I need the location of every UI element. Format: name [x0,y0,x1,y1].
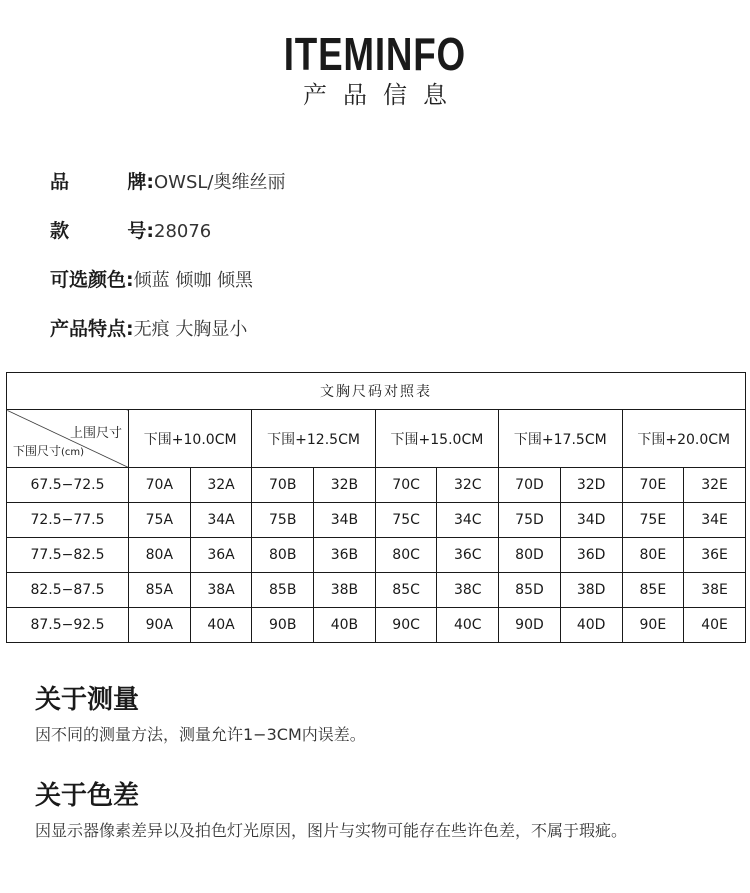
size-cell: 90C [375,608,437,643]
band-range-cell: 87.5−92.5 [7,608,129,643]
size-cell: 70B [252,468,314,503]
size-cell: 38D [560,573,622,608]
size-cell: 36E [684,538,746,573]
info-value: OWSL/奥维丝丽 [154,172,286,193]
table-row [7,468,746,503]
size-cell: 38E [684,573,746,608]
corner-top-label: 上围尺寸 [69,426,122,441]
size-cell: 36B [314,538,376,573]
corner-header-cell [7,410,129,468]
size-cell: 34C [437,503,499,538]
size-cell: 40D [560,608,622,643]
size-cell: 40C [437,608,499,643]
size-cell: 36C [437,538,499,573]
size-cell: 32B [314,468,376,503]
table-row [7,538,746,573]
column-header: 下围+10.0CM [129,410,252,468]
note-title: 关于测量 [35,685,140,715]
note-title: 关于色差 [35,781,140,811]
size-cell: 75C [375,503,437,538]
info-value: 无痕 大胸显小 [133,319,248,340]
size-cell: 75D [499,503,561,538]
size-cell: 34A [190,503,252,538]
note-color [35,780,627,842]
column-header: 下围+12.5CM [252,410,375,468]
corner-unit: (cm) [61,447,85,458]
size-cell: 32A [190,468,252,503]
size-cell: 80C [375,538,437,573]
size-cell: 38C [437,573,499,608]
note-text: 因显示器像素差异以及拍色灯光原因，图片与实物可能存在些许色差，不属于瑕疵。 [35,821,628,840]
size-cell: 32D [560,468,622,503]
band-range-cell: 72.5−77.5 [7,503,129,538]
size-cell: 32E [684,468,746,503]
column-header: 下围+20.0CM [622,410,745,468]
size-cell: 36D [560,538,622,573]
info-row [50,215,285,247]
size-cell: 90B [252,608,314,643]
size-cell: 80D [499,538,561,573]
size-cell: 70E [622,468,684,503]
size-cell: 40A [190,608,252,643]
size-cell: 40E [684,608,746,643]
size-cell: 36A [190,538,252,573]
size-cell: 34E [684,503,746,538]
info-value: 倾蓝 倾咖 倾黑 [133,270,254,291]
size-cell: 40B [314,608,376,643]
size-cell: 90A [129,608,191,643]
size-cell: 75B [252,503,314,538]
info-row [50,166,285,198]
note-measure [35,684,366,746]
info-label: 品 牌: [50,171,154,193]
band-range-cell: 82.5−87.5 [7,573,129,608]
size-cell: 38B [314,573,376,608]
size-cell: 85C [375,573,437,608]
size-chart-title: 文胸尺码对照表 [7,373,746,410]
size-cell: 80A [129,538,191,573]
size-cell: 90E [622,608,684,643]
info-label: 款 号: [50,220,154,242]
header-title-cn: 产品信息 [303,81,463,109]
corner-bottom-label: 下围尺寸(cm) [13,444,85,458]
header-title-en: ITEMINFO [283,28,467,80]
info-label: 产品特点: [50,318,134,340]
size-cell: 85E [622,573,684,608]
size-cell: 85D [499,573,561,608]
size-cell: 85B [252,573,314,608]
band-range-cell: 77.5−82.5 [7,538,129,573]
product-info [50,166,285,362]
band-range-cell: 67.5−72.5 [7,468,129,503]
size-cell: 70D [499,468,561,503]
table-row [7,503,746,538]
size-cell: 80B [252,538,314,573]
column-header: 下围+15.0CM [375,410,498,468]
info-label: 可选颜色: [50,269,134,291]
info-row [50,313,285,345]
table-row [7,573,746,608]
size-cell: 32C [437,468,499,503]
size-cell: 70A [129,468,191,503]
size-cell: 34B [314,503,376,538]
column-header: 下围+17.5CM [499,410,622,468]
note-text: 因不同的测量方法，测量允许1−3CM内误差。 [35,725,366,744]
size-cell: 75A [129,503,191,538]
size-cell: 80E [622,538,684,573]
size-cell: 34D [560,503,622,538]
table-row [7,608,746,643]
size-cell: 70C [375,468,437,503]
info-row [50,264,285,296]
size-cell: 90D [499,608,561,643]
size-cell: 75E [622,503,684,538]
size-chart-table [6,372,746,643]
size-cell: 38A [190,573,252,608]
brand-header [0,30,750,110]
info-value: 28076 [154,221,212,242]
size-cell: 85A [129,573,191,608]
